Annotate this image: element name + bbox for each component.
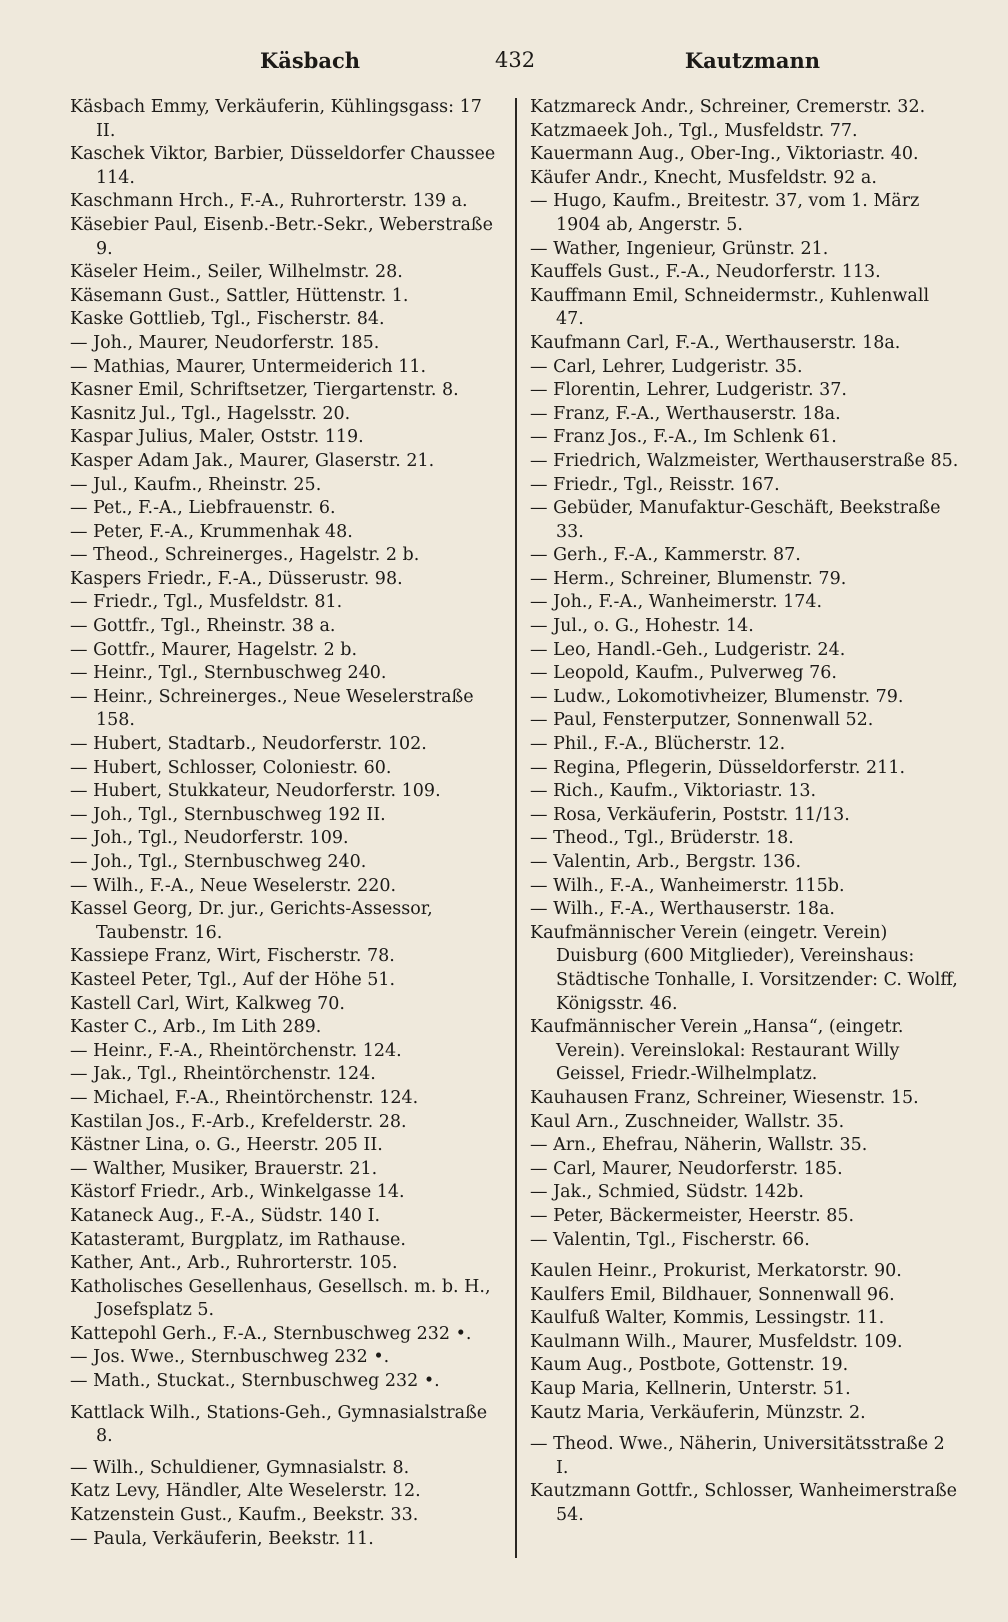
directory-entry: Kaufmännischer Verein (eingetr. Verein) Duisburg (600 Mitglieder), Vereinshaus: Städtische Tonhalle, I. Vorsitzender: C. Wolff, Königsstr. 46.: [530, 922, 958, 1014]
directory-entry: — Gerh., F.-A., Kammerstr. 87.: [530, 545, 801, 566]
directory-entry: — Ludw., Lokomotivheizer, Blumenstr. 79.: [530, 686, 904, 707]
directory-entry: — Leo, Handl.-Geh., Ludgeristr. 24.: [530, 639, 846, 660]
directory-entry: Katasteramt, Burgplatz, im Rathause.: [70, 1229, 406, 1250]
directory-entry: Kattepohl Gerh., F.-A., Sternbuschweg 232 •.: [70, 1323, 472, 1344]
directory-entry: Kattlack Wilh., Stations-Geh., Gymnasialstraße 8.: [70, 1402, 488, 1447]
directory-entry: — Wilh., F.-A., Neue Weselerstr. 220.: [70, 875, 397, 896]
directory-entry: — Mathias, Maurer, Untermeiderich 11.: [70, 356, 427, 377]
directory-entry: — Hubert, Stukkateur, Neudorferstr. 109.: [70, 781, 441, 802]
directory-entry: — Wather, Ingenieur, Grünstr. 21.: [530, 238, 829, 259]
directory-entry: Kaup Maria, Kellnerin, Unterstr. 51.: [530, 1379, 851, 1400]
directory-entry: — Gottfr., Maurer, Hagelstr. 2 b.: [70, 639, 358, 660]
directory-entry: Katzmareck Andr., Schreiner, Cremerstr. 32.: [530, 97, 926, 117]
directory-entry: — Michael, F.-A., Rheintörchenstr. 124.: [70, 1087, 419, 1108]
directory-entry: Kauhausen Franz, Schreiner, Wiesenstr. 15.: [530, 1087, 919, 1108]
directory-entry: — Joh., Tgl., Sternbuschweg 240.: [70, 852, 367, 872]
directory-entry: Kaske Gottlieb, Tgl., Fischerstr. 84.: [70, 309, 385, 330]
directory-entry: — Friedr., Tgl., Reisstr. 167.: [530, 474, 780, 495]
column-divider: [515, 98, 517, 1558]
directory-entry: — Joh., Maurer, Neudorferstr. 185.: [70, 332, 380, 353]
directory-entry: — Valentin, Arb., Bergstr. 136.: [530, 852, 802, 872]
directory-entry: — Jos. Wwe., Sternbuschweg 232 •.: [70, 1347, 390, 1368]
directory-entry: — Walther, Musiker, Brauerstr. 21.: [70, 1158, 378, 1179]
directory-entry: — Friedr., Tgl., Musfeldstr. 81.: [70, 592, 343, 613]
directory-entry: — Franz Jos., F.-A., Im Schlenk 61.: [530, 427, 837, 448]
directory-entry: Kaulfers Emil, Bildhauer, Sonnenwall 96.: [530, 1284, 895, 1305]
directory-entry: Kauffmann Emil, Schneidermstr., Kuhlenwall 47.: [530, 285, 930, 330]
directory-entry: — Pet., F.-A., Liebfrauenstr. 6.: [70, 498, 336, 519]
directory-entry: — Wilh., Schuldiener, Gymnasialstr. 8.: [70, 1457, 410, 1478]
directory-entry: Käufer Andr., Knecht, Musfeldstr. 92 a.: [530, 167, 877, 188]
directory-entry: Käseler Heim., Seiler, Wilhelmstr. 28.: [70, 262, 403, 283]
directory-entry: — Arn., Ehefrau, Näherin, Wallstr. 35.: [530, 1135, 868, 1156]
directory-entry: Kastilan Jos., F.-Arb., Krefelderstr. 28.: [70, 1111, 407, 1132]
directory-entry: — Hubert, Schlosser, Coloniestr. 60.: [70, 757, 392, 778]
directory-entry: — Florentin, Lehrer, Ludgeristr. 37.: [530, 380, 847, 401]
page-number: 432: [495, 48, 536, 72]
directory-entry: Kaster C., Arb., Im Lith 289.: [70, 1017, 322, 1038]
page-header: [70, 48, 960, 80]
directory-entry: — Rosa, Verkäuferin, Poststr. 11/13.: [530, 804, 850, 825]
directory-entry: — Hugo, Kaufm., Breitestr. 37, vom 1. März 1904 ab, Angerstr. 5.: [530, 191, 920, 235]
directory-entry: — Gottfr., Tgl., Rheinstr. 38 a.: [70, 616, 336, 637]
directory-entry: — Gebüder, Manufaktur-Geschäft, Beekstraße 33.: [530, 498, 941, 542]
directory-entry: Kaulfuß Walter, Kommis, Lessingstr. 11.: [530, 1308, 885, 1329]
directory-entry: — Valentin, Tgl., Fischerstr. 66.: [530, 1229, 810, 1250]
directory-entry: Kataneck Aug., F.-A., Südstr. 140 I.: [70, 1205, 381, 1226]
directory-entry: — Theod., Schreinerges., Hagelstr. 2 b.: [70, 545, 420, 566]
directory-entry: Kautzmann Gottfr., Schlosser, Wanheimerstraße 54.: [530, 1481, 957, 1526]
directory-entry: — Peter, Bäckermeister, Heerstr. 85.: [530, 1205, 855, 1226]
directory-entry: — Friedrich, Walzmeister, Werthauserstraße 85.: [530, 450, 959, 471]
directory-entry: — Carl, Maurer, Neudorferstr. 185.: [530, 1158, 843, 1179]
directory-entry: — Heinr., Tgl., Sternbuschweg 240.: [70, 663, 387, 684]
directory-entry: — Leopold, Kaufm., Pulverweg 76.: [530, 663, 837, 684]
left-column: [70, 96, 498, 1551]
directory-entry: — Phil., F.-A., Blücherstr. 12.: [530, 734, 786, 755]
directory-entry: — Regina, Pflegerin, Düsseldorferstr. 211.: [530, 757, 906, 778]
directory-entry: Kästner Lina, o. G., Heerstr. 205 II.: [70, 1135, 383, 1156]
directory-entry: Katholisches Gesellenhaus, Gesellsch. m. b. H., Josefsplatz 5.: [70, 1276, 491, 1321]
directory-entry: — Jak., Schmied, Südstr. 142b.: [530, 1182, 804, 1203]
directory-entry: — Peter, F.-A., Krummenhak 48.: [70, 521, 353, 542]
directory-entry: Kaum Aug., Postbote, Gottenstr. 19.: [530, 1355, 849, 1376]
directory-entry: — Paula, Verkäuferin, Beekstr. 11.: [70, 1528, 374, 1549]
header-last-entry: Kautzmann: [684, 48, 820, 73]
directory-entry: — Paul, Fensterputzer, Sonnenwall 52.: [530, 710, 874, 731]
directory-entry: Kaul Arn., Zuschneider, Wallstr. 35.: [530, 1111, 845, 1132]
directory-entry: — Jul., o. G., Hohestr. 14.: [530, 616, 754, 637]
directory-entry: Kasteel Peter, Tgl., Auf der Höhe 51.: [70, 969, 396, 990]
directory-entry: Kautz Maria, Verkäuferin, Münzstr. 2.: [530, 1402, 866, 1423]
directory-entry: — Rich., Kaufm., Viktoriastr. 13.: [530, 781, 817, 802]
directory-entry: Kasper Adam Jak., Maurer, Glaserstr. 21.: [70, 450, 435, 471]
directory-entry: Kassel Georg, Dr. jur., Gerichts-Assessor, Taubenstr. 16.: [70, 899, 433, 943]
directory-entry: — Theod., Tgl., Brüderstr. 18.: [530, 828, 794, 849]
directory-entry: — Joh., Tgl., Sternbuschweg 192 II.: [70, 804, 386, 825]
directory-entry: Kästorf Friedr., Arb., Winkelgasse 14.: [70, 1182, 405, 1203]
directory-entry: — Heinr., Schreinerges., Neue Weselerstraße 158.: [70, 686, 474, 731]
directory-entry: — Wilh., F.-A., Werthauserstr. 18a.: [530, 899, 835, 920]
directory-entry: Katzmaeek Joh., Tgl., Musfeldstr. 77.: [530, 120, 858, 141]
directory-entry: Kasner Emil, Schriftsetzer, Tiergartenstr. 8.: [70, 380, 459, 401]
directory-entry: — Hubert, Stadtarb., Neudorferstr. 102.: [70, 734, 427, 755]
directory-entry: Katzenstein Gust., Kaufm., Beekstr. 33.: [70, 1505, 419, 1526]
directory-entry: — Math., Stuckat., Sternbuschweg 232 •.: [70, 1371, 440, 1392]
directory-entry: — Joh., F.-A., Wanheimerstr. 174.: [530, 592, 823, 613]
directory-entry: — Heinr., F.-A., Rheintörchenstr. 124.: [70, 1040, 402, 1061]
directory-entry: — Theod. Wwe., Näherin, Universitätsstraße 2 I.: [530, 1434, 945, 1478]
directory-entry: Kaschmann Hrch., F.-A., Ruhrorterstr. 139 a.: [70, 191, 468, 212]
directory-entry: Kaufmann Carl, F.-A., Werthauserstr. 18a.: [530, 332, 901, 353]
directory-entry: — Herm., Schreiner, Blumenstr. 79.: [530, 568, 847, 589]
directory-entry: — Wilh., F.-A., Wanheimerstr. 115b.: [530, 875, 845, 896]
directory-entry: — Jak., Tgl., Rheintörchenstr. 124.: [70, 1064, 376, 1085]
directory-entry: — Joh., Tgl., Neudorferstr. 109.: [70, 828, 349, 849]
directory-entry: — Jul., Kaufm., Rheinstr. 25.: [70, 474, 322, 495]
directory-entry: Kaufmännischer Verein „Hansa“, (eingetr. Verein). Vereinslokal: Restaurant Willy Geissel, Friedr.-Wilhelmplatz.: [530, 1017, 904, 1085]
directory-entry: Käsbach Emmy, Verkäuferin, Kühlingsgass: 17 II.: [70, 97, 482, 141]
right-column: [530, 96, 962, 1528]
directory-entry: Kaspar Julius, Maler, Oststr. 119.: [70, 427, 364, 448]
directory-entry: Kaspers Friedr., F.-A., Düsserustr. 98.: [70, 568, 403, 589]
directory-entry: Kassiepe Franz, Wirt, Fischerstr. 78.: [70, 946, 395, 967]
directory-entry: Kasnitz Jul., Tgl., Hagelsstr. 20.: [70, 403, 351, 424]
directory-entry: — Franz, F.-A., Werthauserstr. 18a.: [530, 403, 841, 424]
directory-entry: Kaschek Viktor, Barbier, Düsseldorfer Chaussee 114.: [70, 144, 496, 188]
directory-entry: Kauffels Gust., F.-A., Neudorferstr. 113.: [530, 262, 881, 283]
directory-entry: Käsemann Gust., Sattler, Hüttenstr. 1.: [70, 285, 409, 306]
directory-entry: Katz Levy, Händler, Alte Weselerstr. 12.: [70, 1481, 421, 1502]
directory-entry: Kastell Carl, Wirt, Kalkweg 70.: [70, 993, 345, 1014]
header-first-entry: Käsbach: [260, 48, 361, 73]
directory-entry: Kaulmann Wilh., Maurer, Musfeldstr. 109.: [530, 1331, 903, 1352]
directory-entry: Kather, Ant., Arb., Ruhrorterstr. 105.: [70, 1253, 398, 1274]
directory-entry: — Carl, Lehrer, Ludgeristr. 35.: [530, 356, 803, 377]
directory-entry: Kauermann Aug., Ober-Ing., Viktoriastr. 40.: [530, 144, 919, 165]
directory-entry: Kaulen Heinr., Prokurist, Merkatorstr. 90.: [530, 1261, 902, 1282]
directory-entry: Käsebier Paul, Eisenb.-Betr.-Sekr., Weberstraße 9.: [70, 214, 493, 259]
